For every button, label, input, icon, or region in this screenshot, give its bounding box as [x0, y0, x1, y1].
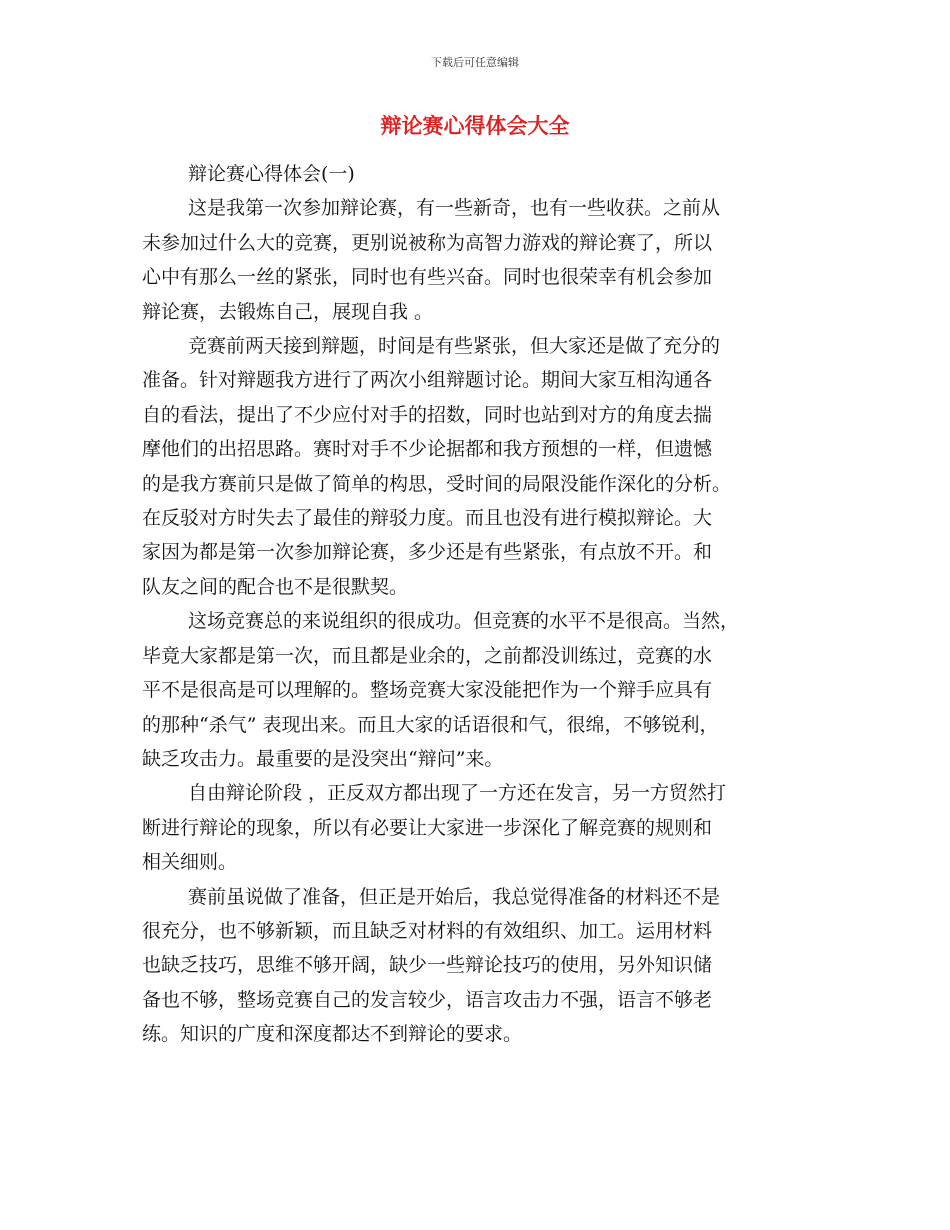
text-line: 赛前虽说做了准备，但正是开始后，我总觉得准备的材料还不是 [188, 885, 721, 908]
text-line: 这场竞赛总的来说组织的很成功。但竞赛的水平不是很高。当然， [188, 610, 740, 633]
text-line: 缺乏攻击力。最重要的是没突出“辩问”来。 [142, 747, 504, 770]
text-line: 备也不够，整场竞赛自己的发言较少，语言攻击力不强，语言不够老 [142, 988, 713, 1011]
text-line: 未参加过什么大的竞赛，更别说被称为高智力游戏的辩论赛了，所以 [142, 231, 713, 254]
text-line: 平不是很高是可以理解的。整场竞赛大家没能把作为一个辩手应具有 [142, 679, 713, 702]
page-header: 下载后可任意编辑 [431, 56, 519, 69]
text-line: 毕竟大家都是第一次，而且都是业余的，之前都没训练过，竞赛的水 [142, 644, 713, 667]
text-line: 相关细则。 [142, 851, 238, 874]
text-line: 队友之间的配合也不是很默契。 [142, 575, 409, 598]
text-line: 很充分，也不够新颖，而且缺乏对材料的有效组织、加工。运用材料 [142, 919, 713, 942]
document-body [142, 157, 812, 1052]
text-line: 这是我第一次参加辩论赛，有一些新奇，也有一些收获。之前从 [188, 197, 721, 220]
document-title: 辩论赛心得体会大全 [380, 113, 570, 138]
text-line: 准备。针对辩题我方进行了两次小组辩题讨论。期间大家互相沟通各 [142, 369, 713, 392]
text-line: 竞赛前两天接到辩题，时间是有些紧张，但大家还是做了充分的 [188, 335, 721, 358]
text-line: 的那种“杀气” 表现出来。而且大家的话语很和气，很绵，不够锐利， [142, 713, 719, 736]
text-line: 在反驳对方时失去了最佳的辩驳力度。而且也没有进行模拟辩论。大 [142, 507, 713, 530]
text-line: 自由辩论阶段 ，正反双方都出现了一方还在发言，另一方贸然打 [188, 782, 727, 805]
text-line: 心中有那么一丝的紧张，同时也有些兴奋。同时也很荣幸有机会参加 [142, 266, 713, 289]
text-line: 练。知识的广度和深度都达不到辩论的要求。 [142, 1023, 523, 1046]
text-line: 辩论赛，去锻炼自己，展现自我 。 [142, 300, 434, 323]
text-line: 辩论赛心得体会(一) [188, 163, 355, 185]
text-line: 摩他们的出招思路。赛时对手不少论据都和我方预想的一样，但遗憾 [142, 438, 713, 461]
text-line: 也缺乏技巧，思维不够开阔，缺少一些辩论技巧的使用，另外知识储 [142, 954, 713, 977]
text-line: 家因为都是第一次参加辩论赛，多少还是有些紧张，有点放不开。和 [142, 541, 713, 564]
text-line: 断进行辩论的现象，所以有必要让大家进一步深化了解竞赛的规则和 [142, 816, 713, 839]
text-line: 的是我方赛前只是做了简单的构思，受时间的局限没能作深化的分析。 [142, 472, 732, 495]
text-line: 自的看法，提出了不少应付对手的招数，同时也站到对方的角度去揣 [142, 403, 713, 426]
